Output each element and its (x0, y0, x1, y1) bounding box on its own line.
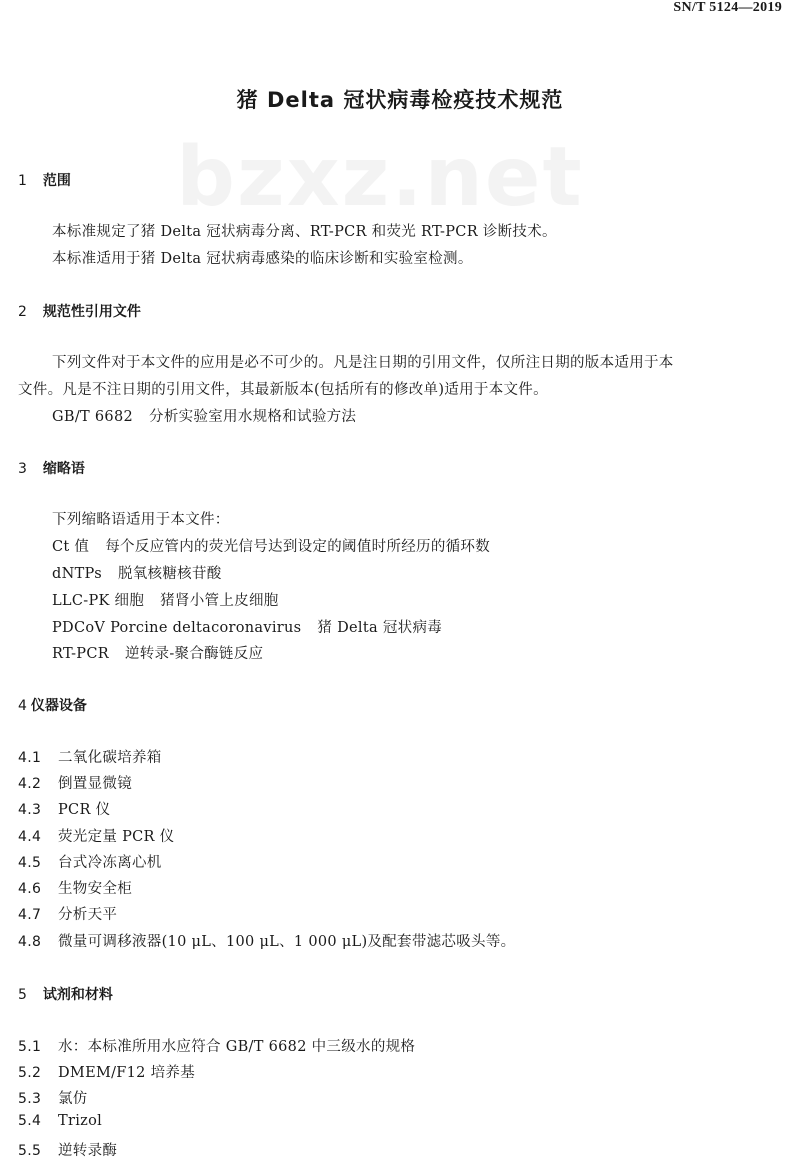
paragraph-line: 下列文件对于本文件的应用是必不可少的。凡是注日期的引用文件，仅所注日期的版本适用于本 (52, 355, 674, 371)
abbreviation-term: dNTPs (52, 566, 102, 582)
document-title: 猪 Delta 冠状病毒检疫技术规范 (236, 88, 564, 112)
list-item (18, 903, 117, 924)
section-1-heading (18, 170, 71, 190)
item-number: 4.8 (18, 934, 42, 950)
list-item (18, 1087, 88, 1108)
standard-code: SN/T 5124—2019 (673, 0, 782, 15)
item-number: 5.3 (18, 1091, 42, 1107)
list-item (18, 1139, 117, 1160)
abbreviation-definition: 脱氧核糖核苷酸 (117, 566, 222, 582)
reference-title: 分析实验室用水规格和试验方法 (149, 409, 357, 425)
abbreviation-definition: 逆转录-聚合酶链反应 (124, 646, 264, 662)
list-item (18, 746, 162, 767)
item-text: 生物安全柜 (58, 881, 132, 897)
item-number: 5.1 (18, 1039, 42, 1055)
list-item (18, 1113, 102, 1129)
paragraph: 本标准适用于猪 Delta 冠状病毒感染的临床诊断和实验室检测。 (52, 251, 473, 267)
abbreviation-definition: 每个反应管内的荧光信号达到设定的阈值时所经历的循环数 (105, 539, 491, 555)
paragraph: 本标准规定了猪 Delta 冠状病毒分离、RT-PCR 和荧光 RT-PCR 诊断技术。 (52, 224, 557, 240)
item-number: 4.5 (18, 855, 42, 871)
section-3-heading (18, 458, 85, 478)
section-title: 缩略语 (42, 461, 85, 477)
abbreviation-term: LLC-PK 细胞 (52, 593, 145, 609)
item-text: 分析天平 (58, 907, 118, 923)
item-number: 4.6 (18, 881, 42, 897)
section-title: 仪器设备 (30, 698, 87, 714)
abbreviation-entry (52, 642, 263, 663)
item-text: Trizol (58, 1113, 103, 1129)
item-text: 逆转录酶 (58, 1143, 118, 1159)
abbreviation-entry (52, 535, 490, 556)
abbreviation-entry (52, 616, 442, 637)
item-number: 4.7 (18, 907, 42, 923)
item-number: 5.2 (18, 1065, 42, 1081)
abbreviation-entry (52, 562, 222, 583)
list-item (18, 930, 515, 951)
watermark: bzxz.net (176, 130, 584, 225)
abbreviation-definition: 猪 Delta 冠状病毒 (317, 620, 443, 636)
abbreviation-definition: 猪肾小管上皮细胞 (160, 593, 279, 609)
section-number: 1 (18, 173, 27, 189)
item-text: 水：本标准所用水应符合 GB/T 6682 中三级水的规格 (58, 1039, 416, 1055)
section-2-heading (18, 301, 141, 321)
paragraph-line: 文件。凡是不注日期的引用文件，其最新版本(包括所有的修改单)适用于本文件。 (18, 382, 548, 398)
section-4-heading (18, 695, 87, 715)
item-number: 4.2 (18, 776, 42, 792)
item-text: 微量可调移液器(10 μL、100 μL、1 000 μL)及配套带滤芯吸头等。 (58, 934, 516, 950)
section-title: 规范性引用文件 (42, 304, 141, 320)
list-item (18, 772, 132, 793)
reference-code: GB/T 6682 (52, 409, 134, 425)
list-item (18, 825, 175, 846)
item-text: DMEM/F12 培养基 (58, 1065, 196, 1081)
section-number: 4 (18, 698, 27, 714)
section-number: 3 (18, 461, 27, 477)
section-number: 5 (18, 987, 27, 1003)
list-item (18, 798, 110, 819)
section-title: 试剂和材料 (42, 987, 113, 1003)
list-item (18, 1035, 415, 1056)
item-text: 荧光定量 PCR 仪 (58, 829, 175, 845)
abbreviation-entry (52, 589, 279, 610)
section-5-heading (18, 984, 113, 1004)
item-number: 5.5 (18, 1143, 42, 1159)
paragraph: 下列缩略语适用于本文件： (52, 512, 230, 528)
item-number: 4.3 (18, 802, 42, 818)
abbreviation-term: RT-PCR (52, 646, 109, 662)
section-number: 2 (18, 304, 27, 320)
item-number: 5.4 (18, 1113, 42, 1129)
item-text: 氯仿 (58, 1091, 88, 1107)
list-item (18, 1061, 195, 1082)
item-text: 二氧化碳培养箱 (58, 750, 162, 766)
item-text: 倒置显微镜 (58, 776, 132, 792)
item-number: 4.1 (18, 750, 42, 766)
section-title: 范围 (42, 173, 71, 189)
item-text: 台式冷冻离心机 (58, 855, 162, 871)
abbreviation-term: Ct 值 (52, 539, 90, 555)
item-text: PCR 仪 (58, 802, 111, 818)
item-number: 4.4 (18, 829, 42, 845)
list-item (18, 877, 132, 898)
abbreviation-term: PDCoV Porcine deltacoronavirus (52, 620, 302, 636)
list-item (18, 851, 162, 872)
normative-reference (52, 405, 356, 426)
